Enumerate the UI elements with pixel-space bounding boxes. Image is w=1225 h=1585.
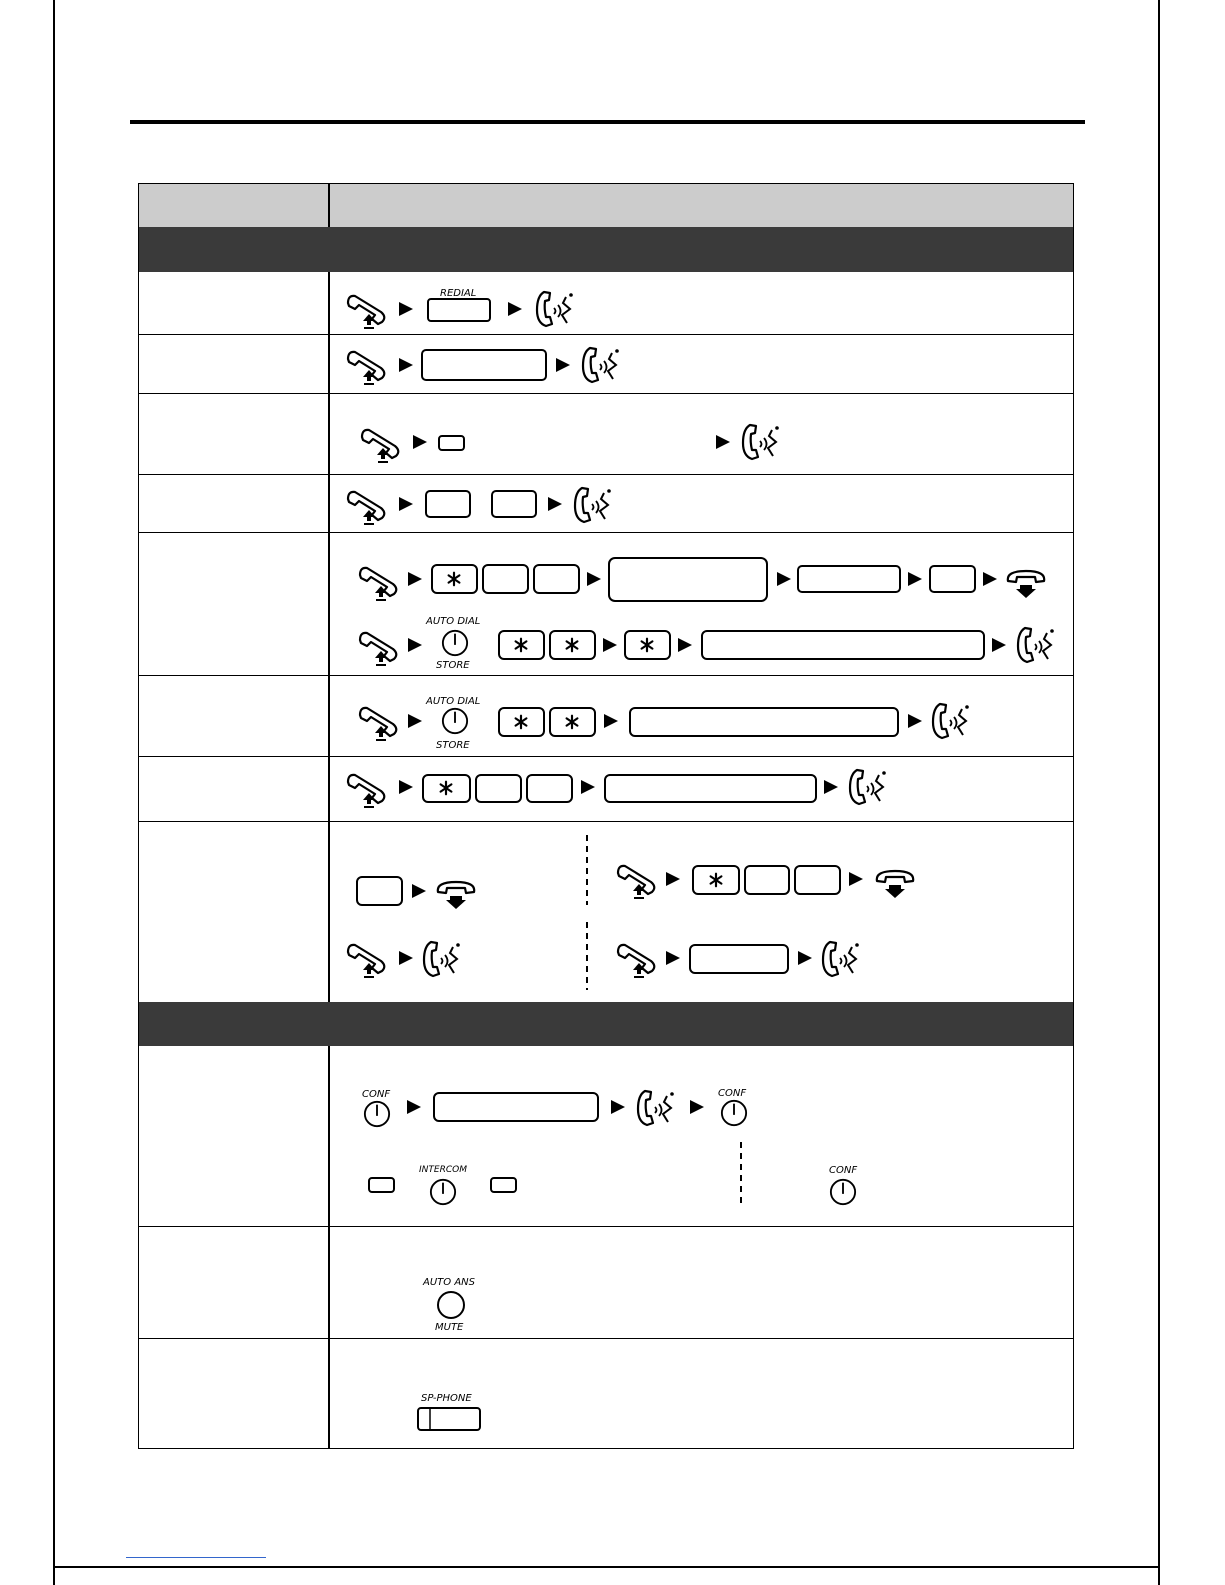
row-store-auto-dial: [360, 558, 1054, 671]
handset-offhook-icon: [348, 352, 384, 384]
digit-key[interactable]: [795, 866, 840, 894]
conf-button[interactable]: [831, 1180, 855, 1204]
arrow-right-icon: [407, 1100, 421, 1114]
auto-dial-store-button[interactable]: [443, 709, 467, 733]
conf-label: CONF: [718, 1088, 747, 1099]
store-label: STORE: [436, 740, 470, 751]
store-label: STORE: [436, 660, 470, 671]
auto-dial-label: AUTO DIAL: [426, 616, 481, 627]
row-auto-answer: [422, 1277, 476, 1333]
arrow-right-icon: [908, 714, 922, 728]
intercom-button[interactable]: [431, 1180, 455, 1204]
handset-offhook-icon: [360, 708, 396, 740]
arrow-right-icon: [412, 884, 426, 898]
handset-offhook-icon: [348, 945, 384, 977]
auto-dial-label: AUTO DIAL: [426, 696, 481, 707]
talk-icon: [638, 1091, 674, 1125]
handset-offhook-icon: [360, 633, 396, 665]
arrow-right-icon: [399, 302, 413, 316]
storage-entry-box[interactable]: [609, 558, 767, 601]
conf-button[interactable]: [722, 1101, 746, 1125]
handset-onhook-icon: [877, 871, 913, 898]
digit-key[interactable]: [745, 866, 789, 894]
arrow-right-icon: [399, 358, 413, 372]
intercom-label: INTERCOM: [419, 1165, 467, 1175]
digit-key[interactable]: [492, 491, 536, 517]
auto-dial-store-button[interactable]: [443, 631, 467, 655]
row-two-digit: [348, 488, 611, 524]
talk-icon: [850, 770, 886, 804]
number-entry-box[interactable]: [422, 350, 546, 380]
row-star-code-dial: [348, 770, 886, 807]
auto-ans-mute-button[interactable]: [438, 1292, 464, 1318]
arrow-right-icon: [408, 714, 422, 728]
row-conference: [362, 1088, 857, 1204]
arrow-right-icon: [908, 572, 922, 586]
arrow-right-icon: [399, 780, 413, 794]
arrow-right-icon: [666, 872, 680, 886]
arrow-right-icon: [666, 951, 680, 965]
redial-button[interactable]: [428, 299, 490, 321]
arrow-right-icon: [777, 572, 791, 586]
arrow-right-icon: [604, 714, 618, 728]
talk-icon: [933, 704, 969, 738]
row-redial: [348, 288, 573, 328]
digit-key[interactable]: [426, 491, 470, 517]
talk-icon: [1018, 628, 1054, 662]
arrow-right-icon: [556, 358, 570, 372]
arrow-right-icon: [678, 638, 692, 652]
sp-phone-label: SP-PHONE: [421, 1393, 472, 1404]
line-key-button[interactable]: [491, 1178, 516, 1192]
conf-label: CONF: [829, 1165, 858, 1176]
arrow-right-icon: [983, 572, 997, 586]
handset-offhook-icon: [618, 866, 654, 898]
arrow-right-icon: [849, 872, 863, 886]
arrow-right-icon: [408, 572, 422, 586]
arrow-right-icon: [798, 951, 812, 965]
auto-ans-label: AUTO ANS: [423, 1277, 475, 1288]
talk-icon: [583, 348, 619, 382]
number-entry-box[interactable]: [690, 945, 788, 973]
talk-icon: [575, 488, 611, 522]
arrow-right-icon: [716, 435, 730, 449]
handset-offhook-icon: [348, 296, 384, 328]
arrow-right-icon: [992, 638, 1006, 652]
number-entry-box[interactable]: [434, 1093, 598, 1121]
arrow-right-icon: [603, 638, 617, 652]
number-entry-box[interactable]: [702, 631, 984, 659]
digit-key[interactable]: [483, 565, 528, 593]
arrow-right-icon: [581, 780, 595, 794]
handset-offhook-icon: [348, 492, 384, 524]
handset-offhook-icon: [360, 568, 396, 600]
number-entry-box[interactable]: [798, 566, 900, 592]
digit-key[interactable]: [357, 877, 402, 905]
redial-label: REDIAL: [440, 288, 477, 299]
arrow-right-icon: [824, 780, 838, 794]
handset-offhook-icon: [348, 775, 384, 807]
talk-icon: [537, 292, 573, 326]
row-speakerphone: [418, 1393, 480, 1430]
row-dial-number: [348, 348, 619, 384]
digit-key[interactable]: [930, 566, 975, 592]
arrow-right-icon: [690, 1100, 704, 1114]
handset-offhook-icon: [362, 430, 398, 462]
line-key-button[interactable]: [439, 436, 464, 450]
mute-label: MUTE: [435, 1322, 464, 1333]
talk-icon: [823, 942, 859, 976]
sp-phone-button[interactable]: [418, 1408, 480, 1430]
arrow-right-icon: [508, 302, 522, 316]
talk-icon: [743, 425, 779, 459]
row-line-key: [362, 425, 779, 462]
arrow-right-icon: [413, 435, 427, 449]
arrow-right-icon: [399, 497, 413, 511]
conf-label: CONF: [362, 1089, 391, 1100]
number-entry-box[interactable]: [605, 775, 816, 802]
talk-icon: [424, 942, 460, 976]
handset-onhook-icon: [1008, 571, 1044, 598]
digit-key[interactable]: [476, 775, 521, 802]
row-auto-dial: [360, 696, 969, 751]
arrow-right-icon: [399, 951, 413, 965]
conf-button[interactable]: [365, 1102, 389, 1126]
row-two-way-options: [348, 835, 913, 990]
number-entry-box[interactable]: [630, 708, 898, 736]
arrow-right-icon: [408, 638, 422, 652]
arrow-right-icon: [548, 497, 562, 511]
digit-key[interactable]: [527, 775, 572, 802]
line-key-button[interactable]: [369, 1178, 394, 1192]
handset-offhook-icon: [618, 945, 654, 977]
handset-onhook-icon: [438, 882, 474, 909]
digit-key[interactable]: [534, 565, 579, 593]
arrow-right-icon: [587, 572, 601, 586]
arrow-right-icon: [611, 1100, 625, 1114]
